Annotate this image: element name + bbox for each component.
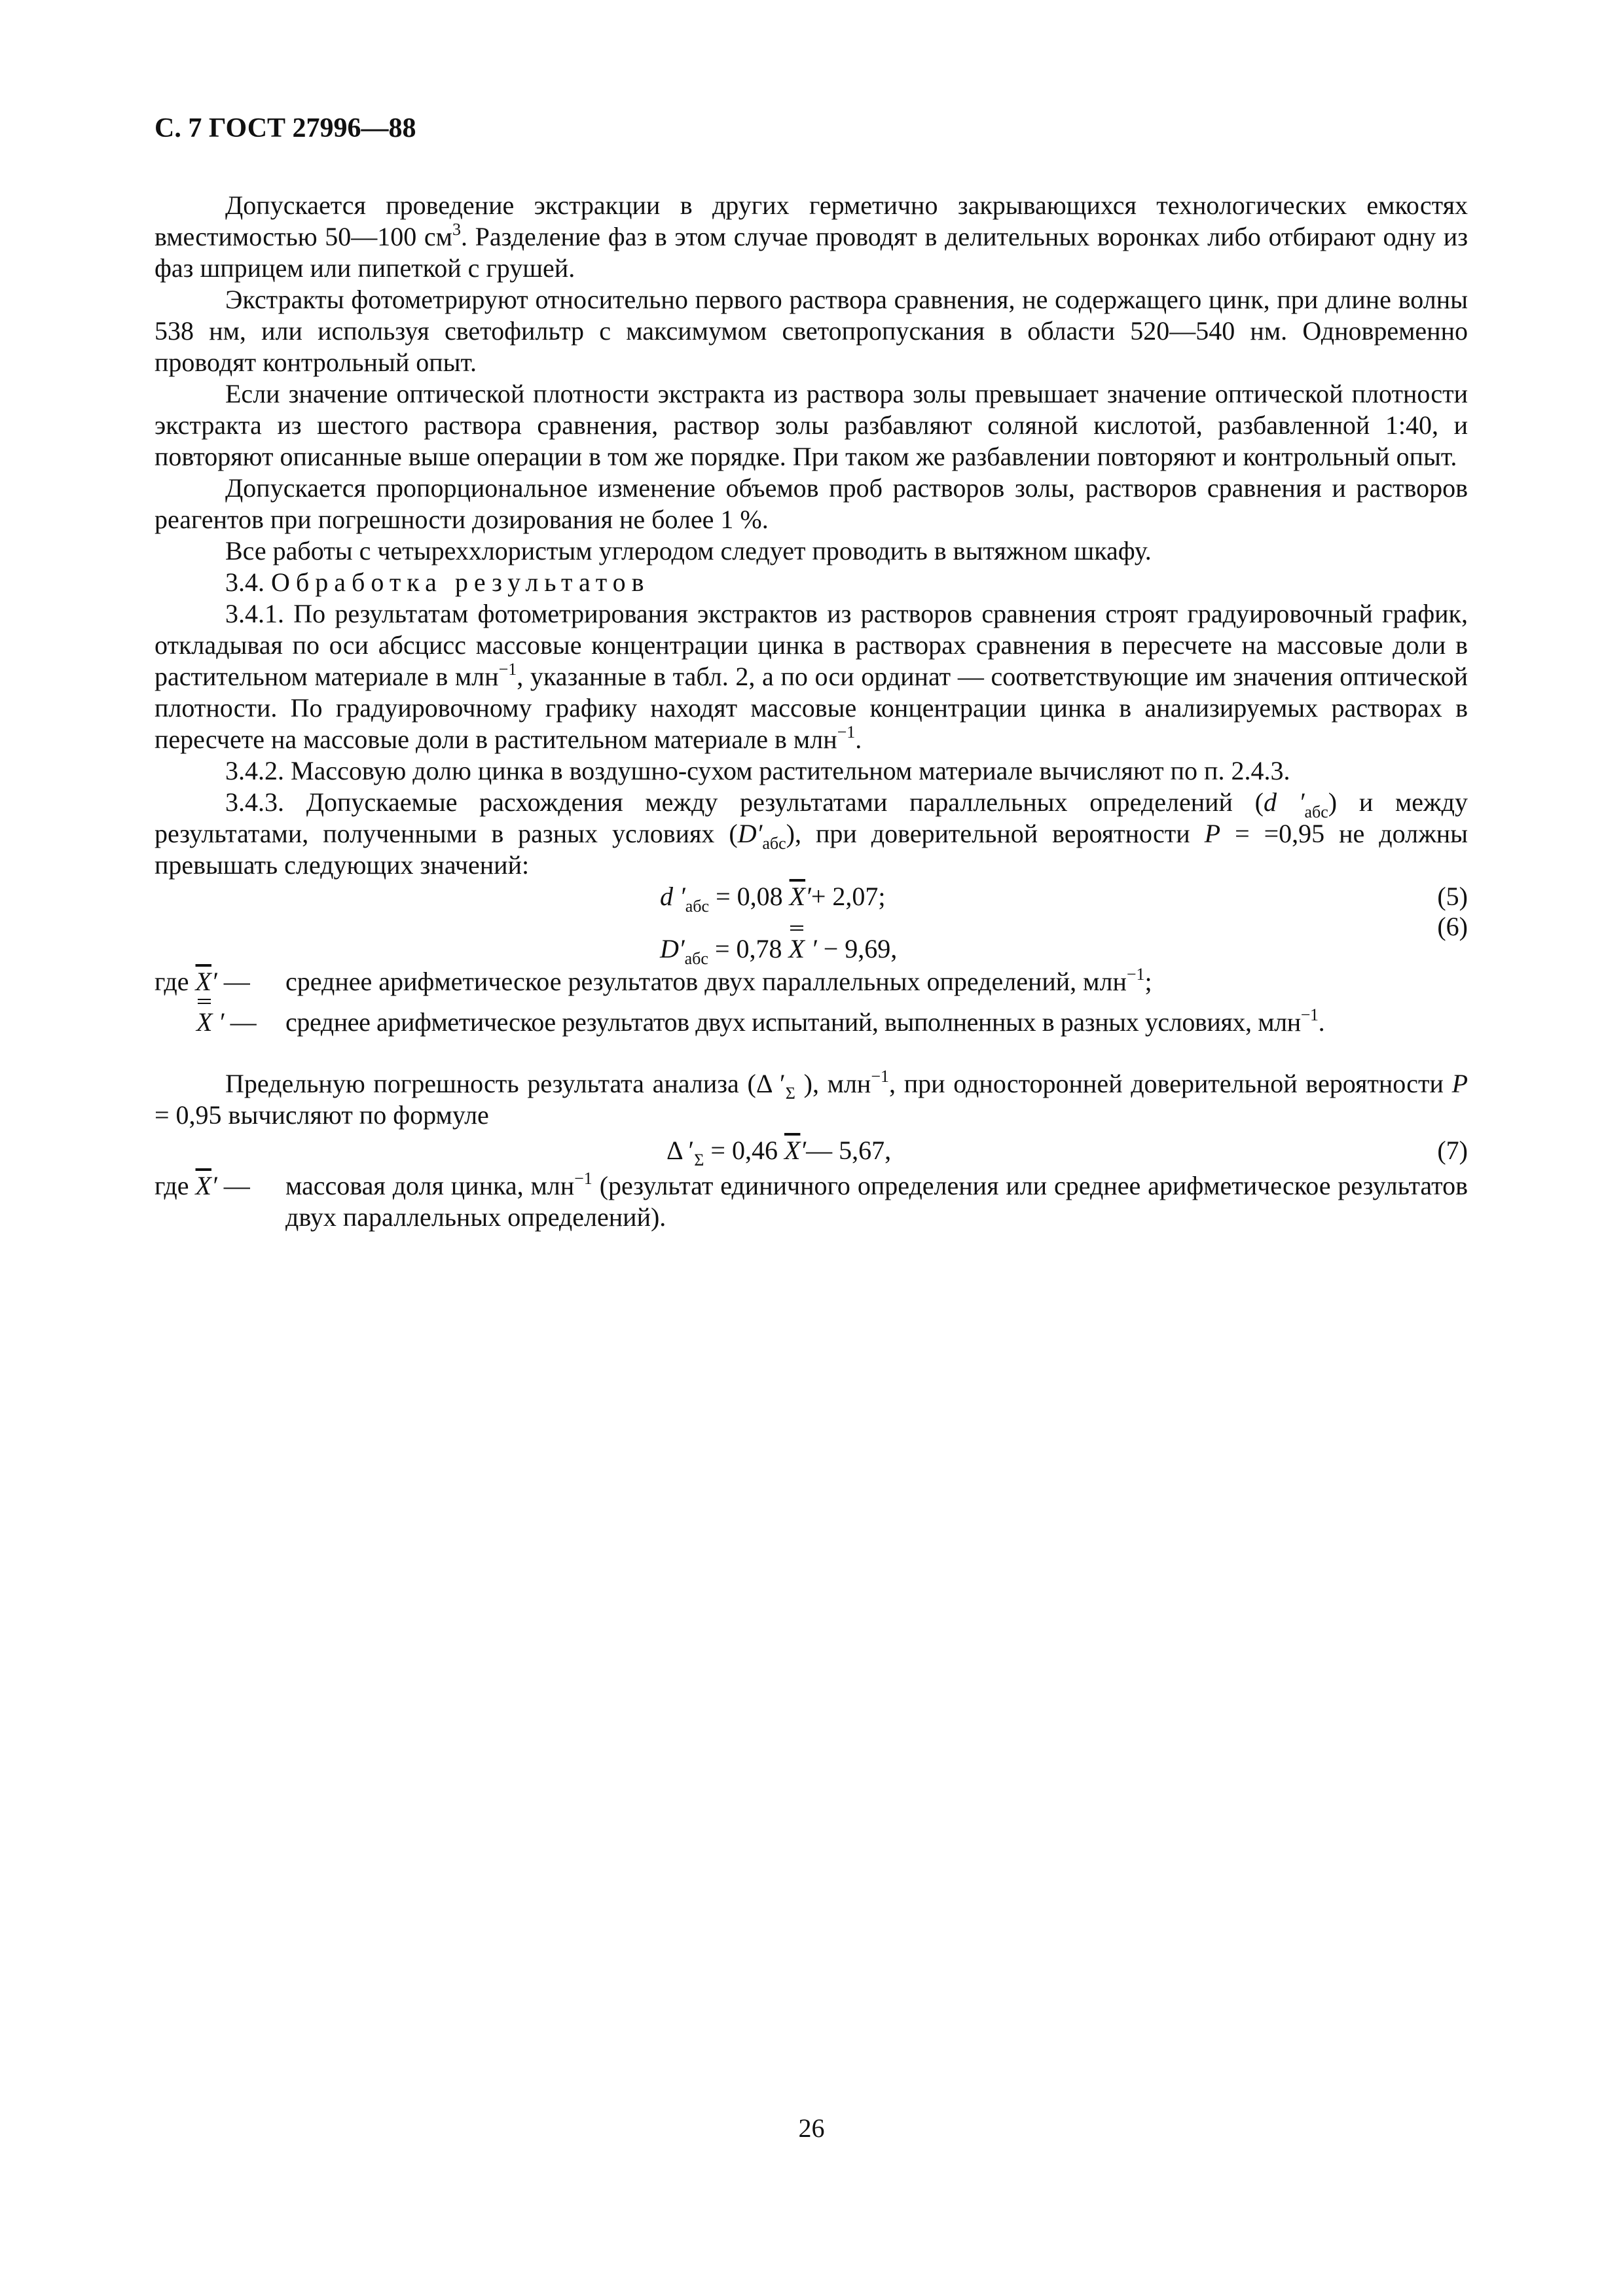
- formula-6: $D'_{абс} = 0,78$ X ′ − 9,69, (6): [660, 912, 1468, 968]
- section-3-4-2: 3.4.2. Массовую долю цинка в воздушно-сухом растительном материале вычисляют по п. 2.4.3.: [225, 756, 1290, 785]
- paragraph-fume-hood: Все работы с четыреххлористым углеродом следует проводить в вытяжном шкафу.: [225, 536, 1152, 565]
- definition-x-double-bar: X ′ — среднее арифметическое результатов двух испытаний, выполненных в разных условиях, млн$^{-1}$.: [196, 1005, 1325, 1037]
- formula-7-number: (7): [1437, 1136, 1468, 1165]
- definition-x-bar: где $\overline{X}'$ — среднее арифметическое результатов двух параллельных определений, млн$^{-1}$;: [155, 965, 1152, 996]
- formula-5-number: (5): [1437, 882, 1468, 911]
- section-3-4-heading: 3.4. Обработка результатов: [225, 567, 650, 597]
- page-header: С. 7 ГОСТ 27996—88: [155, 113, 416, 143]
- paragraph-limit-error: Предельную погрешность результата анализа (Δ $'_\Sigma$ ), млн$^{-1}$, при односторонней доверительной вероятности P = 0,95 вычисляют по формуле: [155, 1067, 1468, 1130]
- paragraph-proportional-change: Допускается пропорциональное изменение объемов проб растворов золы, растворов сравнения и растворов реагентов при погрешности дозирования не более 1 %.: [155, 473, 1468, 534]
- paragraph-extraction-alternative: Допускается проведение экстракции в других герметично закрывающихся технологических емкостях вместимостью 50—100 $см^3$. Разделение фаз в этом случае проводят в делительных воронках либо отбирают одну из фаз шприцем или пипеткой с грушей.: [155, 190, 1468, 283]
- formula-6-number: (6): [1437, 912, 1468, 941]
- document-body: [155, 190, 1468, 1233]
- paragraph-photometry: Экстракты фотометрируют относительно первого раствора сравнения, не содержащего цинк, при длине волны 538 нм, или используя светофильтр с максимумом светопропускания в области 520—540 нм. Одновременно проводят контрольный опыт.: [155, 285, 1468, 377]
- paragraph-dilution: Если значение оптической плотности экстракта из раствора золы превышает значение оптической плотности экстракта из шестого раствора сравнения, раствор золы разбавляют соляной кислотой, разбавленной 1:40, и повторяют описанные выше операции в том же порядке. При таком же разбавлении повторяют и контрольный опыт.: [155, 379, 1468, 471]
- formula-7: Δ $'_\Sigma = 0,46$ $\overline{X}'—$ 5,67, (7): [666, 1136, 1468, 1170]
- page-number: 26: [798, 2113, 825, 2143]
- definition-mass-fraction: где $\overline{X}'$ — массовая доля цинка, млн$^{-1}$ (результат единичного определения или среднее арифметическое результатов двух параллельных определений).: [155, 1169, 1468, 1232]
- section-3-4-1: 3.4.1. По результатам фотометрирования экстрактов из растворов сравнения строят градуировочный график, откладывая по оси абсцисс массовые концентрации цинка в растворах сравнения в пересчете на массовые доли в растительном материале в млн$^{-1}$, указанные в табл. 2, а по оси ординат — соответствующие им значения оптической плотности. По градуировочному графику находят массовые концентрации цинка в анализируемых растворах в пересчете на массовые доли в растительном материале в млн$^{-1}$.: [155, 599, 1468, 754]
- section-3-4-3: 3.4.3. Допускаемые расхождения между результатами параллельных определений (d $'_{абс}$) и между результатами, полученными в разных условиях $(D'_{абс})$, при доверительной вероятности P = =0,95 не должны превышать следующих значений:: [155, 787, 1468, 880]
- formula-5: d $'_{абс} = 0,08$ $\overline{X}'+ 2,07$; (5): [660, 882, 1468, 916]
